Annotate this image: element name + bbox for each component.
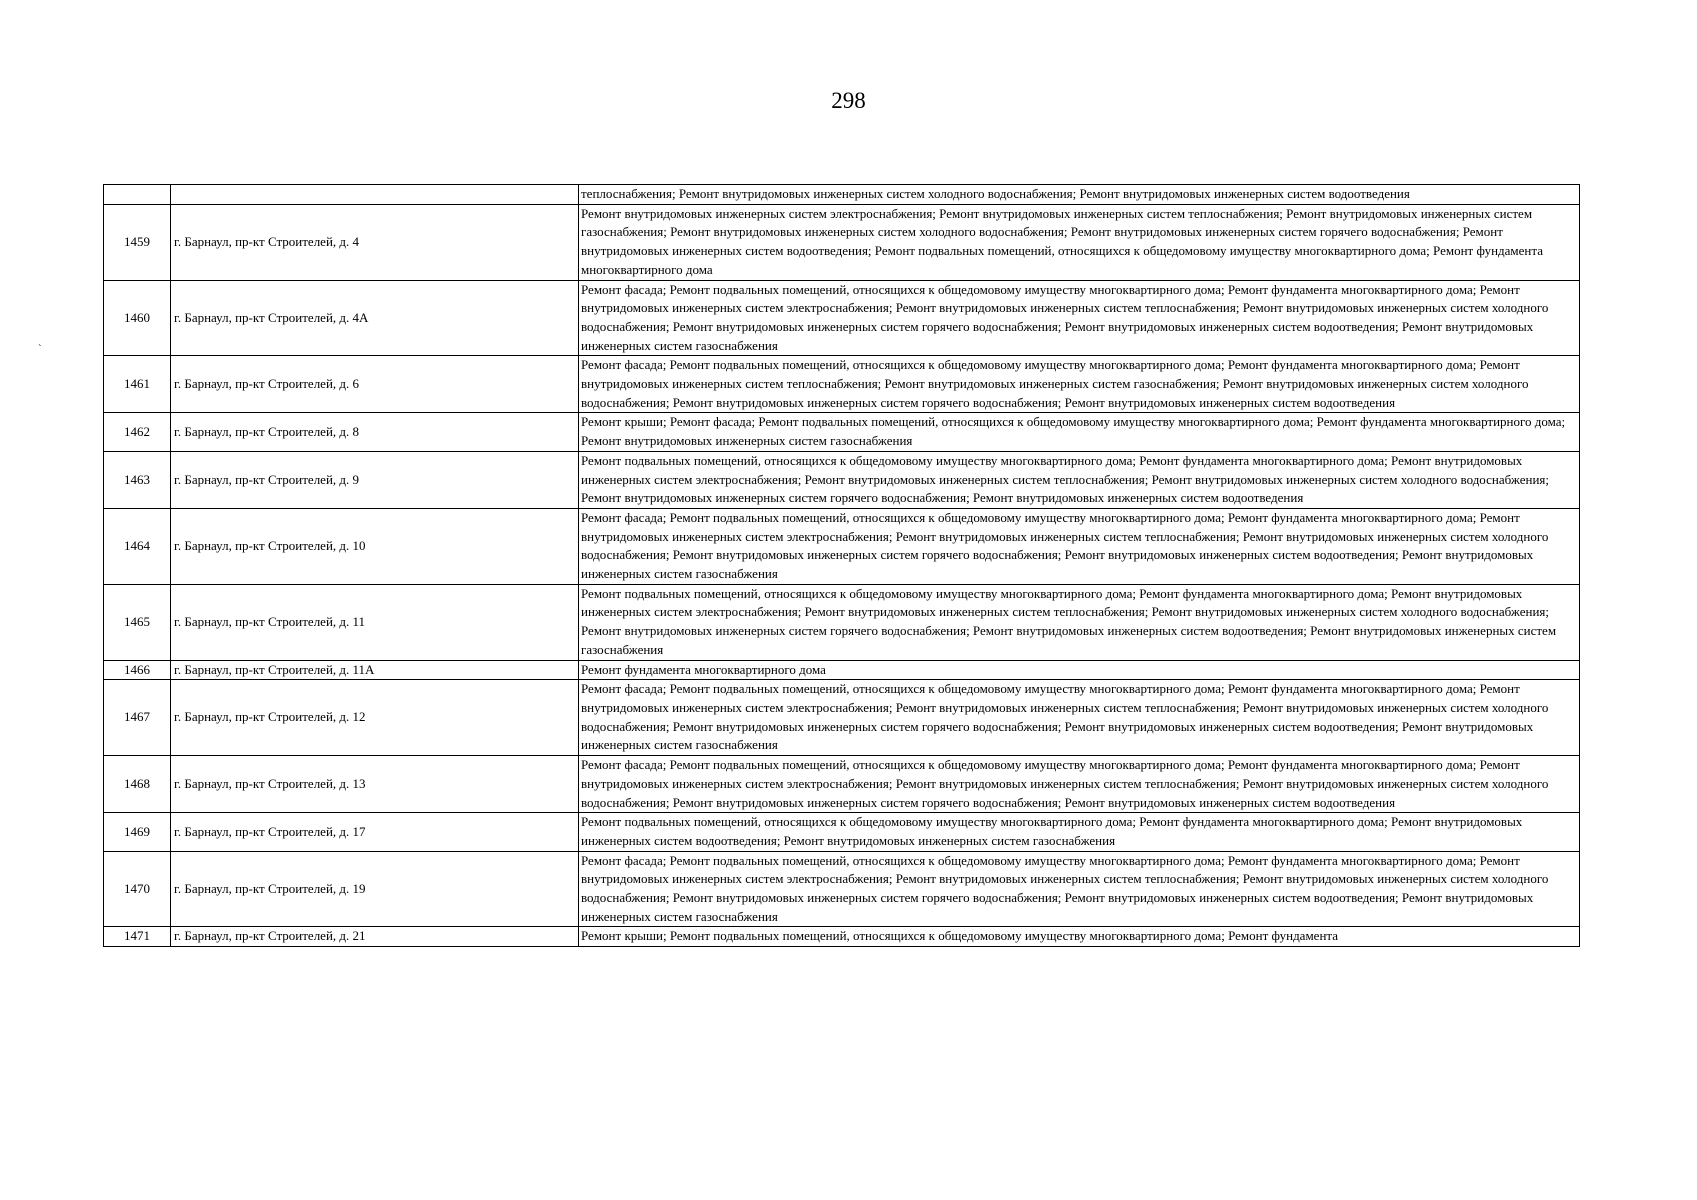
table-row (104, 756, 1580, 813)
house-address: г. Барнаул, пр-кт Строителей, д. 4 (171, 204, 579, 280)
table-row (104, 280, 1580, 356)
repair-works-list: Ремонт подвальных помещений, относящихся к общедомовому имуществу многоквартирного дома; Ремонт фундамента многоквартирного дома; Ремонт внутридомовых инженерных систем электроснабжения; Ремонт внутридомовых инженерных систем теплоснабжения; Ремонт внутридомовых инженерных систем холодного водоснабжения; Ремонт внутридомовых инженерных систем горячего водоснабжения; Ремонт внутридомовых инженерных систем водоотведения; Ремонт внутридомовых инженерных систем газоснабжения (579, 584, 1580, 660)
table-row (104, 927, 1580, 947)
repair-works-list: Ремонт крыши; Ремонт фасада; Ремонт подвальных помещений, относящихся к общедомовому имуществу многоквартирного дома; Ремонт фундамента многоквартирного дома; Ремонт внутридомовых инженерных систем газоснабжения (579, 413, 1580, 451)
house-address: г. Барнаул, пр-кт Строителей, д. 10 (171, 508, 579, 584)
house-address: г. Барнаул, пр-кт Строителей, д. 12 (171, 680, 579, 756)
table-row (104, 413, 1580, 451)
repair-works-list: теплоснабжения; Ремонт внутридомовых инженерных систем холодного водоснабжения; Ремонт внутридомовых инженерных систем водоотведения (579, 185, 1580, 205)
table-row (104, 356, 1580, 413)
repair-works-list: Ремонт внутридомовых инженерных систем электроснабжения; Ремонт внутридомовых инженерных систем теплоснабжения; Ремонт внутридомовых инженерных систем газоснабжения; Ремонт внутридомовых инженерных систем холодного водоснабжения; Ремонт внутридомовых инженерных систем горячего водоснабжения; Ремонт внутридомовых инженерных систем водоотведения; Ремонт подвальных помещений, относящихся к общедомовому имуществу многоквартирного дома; Ремонт фундамента многоквартирного дома (579, 204, 1580, 280)
house-address: г. Барнаул, пр-кт Строителей, д. 4А (171, 280, 579, 356)
row-number: 1464 (104, 508, 171, 584)
house-address: г. Барнаул, пр-кт Строителей, д. 11А (171, 660, 579, 680)
table-body (104, 185, 1580, 947)
repair-works-list: Ремонт фасада; Ремонт подвальных помещений, относящихся к общедомовому имуществу многоквартирного дома; Ремонт фундамента многоквартирного дома; Ремонт внутридомовых инженерных систем электроснабжения; Ремонт внутридомовых инженерных систем теплоснабжения; Ремонт внутридомовых инженерных систем холодного водоснабжения; Ремонт внутридомовых инженерных систем горячего водоснабжения; Ремонт внутридомовых инженерных систем водоотведения; Ремонт внутридомовых инженерных систем газоснабжения (579, 280, 1580, 356)
house-address: г. Барнаул, пр-кт Строителей, д. 8 (171, 413, 579, 451)
table-row (104, 660, 1580, 680)
house-address (171, 185, 579, 205)
repair-works-list: Ремонт фасада; Ремонт подвальных помещений, относящихся к общедомовому имуществу многоквартирного дома; Ремонт фундамента многоквартирного дома; Ремонт внутридомовых инженерных систем теплоснабжения; Ремонт внутридомовых инженерных систем газоснабжения; Ремонт внутридомовых инженерных систем холодного водоснабжения; Ремонт внутридомовых инженерных систем горячего водоснабжения; Ремонт внутридомовых инженерных систем водоотведения (579, 356, 1580, 413)
row-number: 1467 (104, 680, 171, 756)
house-address: г. Барнаул, пр-кт Строителей, д. 13 (171, 756, 579, 813)
house-address: г. Барнаул, пр-кт Строителей, д. 17 (171, 813, 579, 851)
table-row (104, 451, 1580, 508)
page-number: 298 (831, 88, 866, 113)
table-row (104, 813, 1580, 851)
house-address: г. Барнаул, пр-кт Строителей, д. 6 (171, 356, 579, 413)
house-address: г. Барнаул, пр-кт Строителей, д. 11 (171, 584, 579, 660)
repair-works-list: Ремонт фасада; Ремонт подвальных помещений, относящихся к общедомовому имуществу многоквартирного дома; Ремонт фундамента многоквартирного дома; Ремонт внутридомовых инженерных систем электроснабжения; Ремонт внутридомовых инженерных систем теплоснабжения; Ремонт внутридомовых инженерных систем холодного водоснабжения; Ремонт внутридомовых инженерных систем горячего водоснабжения; Ремонт внутридомовых инженерных систем водоотведения; Ремонт внутридомовых инженерных систем газоснабжения (579, 851, 1580, 927)
table-row (104, 680, 1580, 756)
row-number (104, 185, 171, 205)
repair-works-table (103, 184, 1580, 947)
table-row (104, 204, 1580, 280)
house-address: г. Барнаул, пр-кт Строителей, д. 21 (171, 927, 579, 947)
row-number: 1463 (104, 451, 171, 508)
row-number: 1460 (104, 280, 171, 356)
row-number: 1468 (104, 756, 171, 813)
repair-works-list: Ремонт фасада; Ремонт подвальных помещений, относящихся к общедомовому имуществу многоквартирного дома; Ремонт фундамента многоквартирного дома; Ремонт внутридомовых инженерных систем электроснабжения; Ремонт внутридомовых инженерных систем теплоснабжения; Ремонт внутридомовых инженерных систем холодного водоснабжения; Ремонт внутридомовых инженерных систем горячего водоснабжения; Ремонт внутридомовых инженерных систем водоотведения; Ремонт внутридомовых инженерных систем газоснабжения (579, 508, 1580, 584)
table-row (104, 851, 1580, 927)
table-row (104, 185, 1580, 205)
house-address: г. Барнаул, пр-кт Строителей, д. 9 (171, 451, 579, 508)
row-number: 1470 (104, 851, 171, 927)
house-address: г. Барнаул, пр-кт Строителей, д. 19 (171, 851, 579, 927)
repair-works-list: Ремонт фасада; Ремонт подвальных помещений, относящихся к общедомовому имуществу многоквартирного дома; Ремонт фундамента многоквартирного дома; Ремонт внутридомовых инженерных систем электроснабжения; Ремонт внутридомовых инженерных систем теплоснабжения; Ремонт внутридомовых инженерных систем холодного водоснабжения; Ремонт внутридомовых инженерных систем горячего водоснабжения; Ремонт внутридомовых инженерных систем водоотведения; Ремонт внутридомовых инженерных систем газоснабжения (579, 680, 1580, 756)
row-number: 1469 (104, 813, 171, 851)
table-row (104, 584, 1580, 660)
repair-works-list: Ремонт фасада; Ремонт подвальных помещений, относящихся к общедомовому имуществу многоквартирного дома; Ремонт фундамента многоквартирного дома; Ремонт внутридомовых инженерных систем электроснабжения; Ремонт внутридомовых инженерных систем теплоснабжения; Ремонт внутридомовых инженерных систем холодного водоснабжения; Ремонт внутридомовых инженерных систем горячего водоснабжения; Ремонт внутридомовых инженерных систем водоотведения (579, 756, 1580, 813)
repair-works-list: Ремонт подвальных помещений, относящихся к общедомовому имуществу многоквартирного дома; Ремонт фундамента многоквартирного дома; Ремонт внутридомовых инженерных систем водоотведения; Ремонт внутридомовых инженерных систем газоснабжения (579, 813, 1580, 851)
repair-works-list: Ремонт фундамента многоквартирного дома (579, 660, 1580, 680)
row-number: 1459 (104, 204, 171, 280)
repair-works-table-container (103, 184, 1579, 947)
scan-mark: ˋ (38, 343, 42, 355)
table-row (104, 508, 1580, 584)
repair-works-list: Ремонт подвальных помещений, относящихся к общедомовому имуществу многоквартирного дома; Ремонт фундамента многоквартирного дома; Ремонт внутридомовых инженерных систем электроснабжения; Ремонт внутридомовых инженерных систем теплоснабжения; Ремонт внутридомовых инженерных систем холодного водоснабжения; Ремонт внутридомовых инженерных систем горячего водоснабжения; Ремонт внутридомовых инженерных систем водоотведения (579, 451, 1580, 508)
row-number: 1466 (104, 660, 171, 680)
row-number: 1462 (104, 413, 171, 451)
repair-works-list: Ремонт крыши; Ремонт подвальных помещений, относящихся к общедомовому имуществу многоквартирного дома; Ремонт фундамента (579, 927, 1580, 947)
row-number: 1471 (104, 927, 171, 947)
row-number: 1461 (104, 356, 171, 413)
row-number: 1465 (104, 584, 171, 660)
